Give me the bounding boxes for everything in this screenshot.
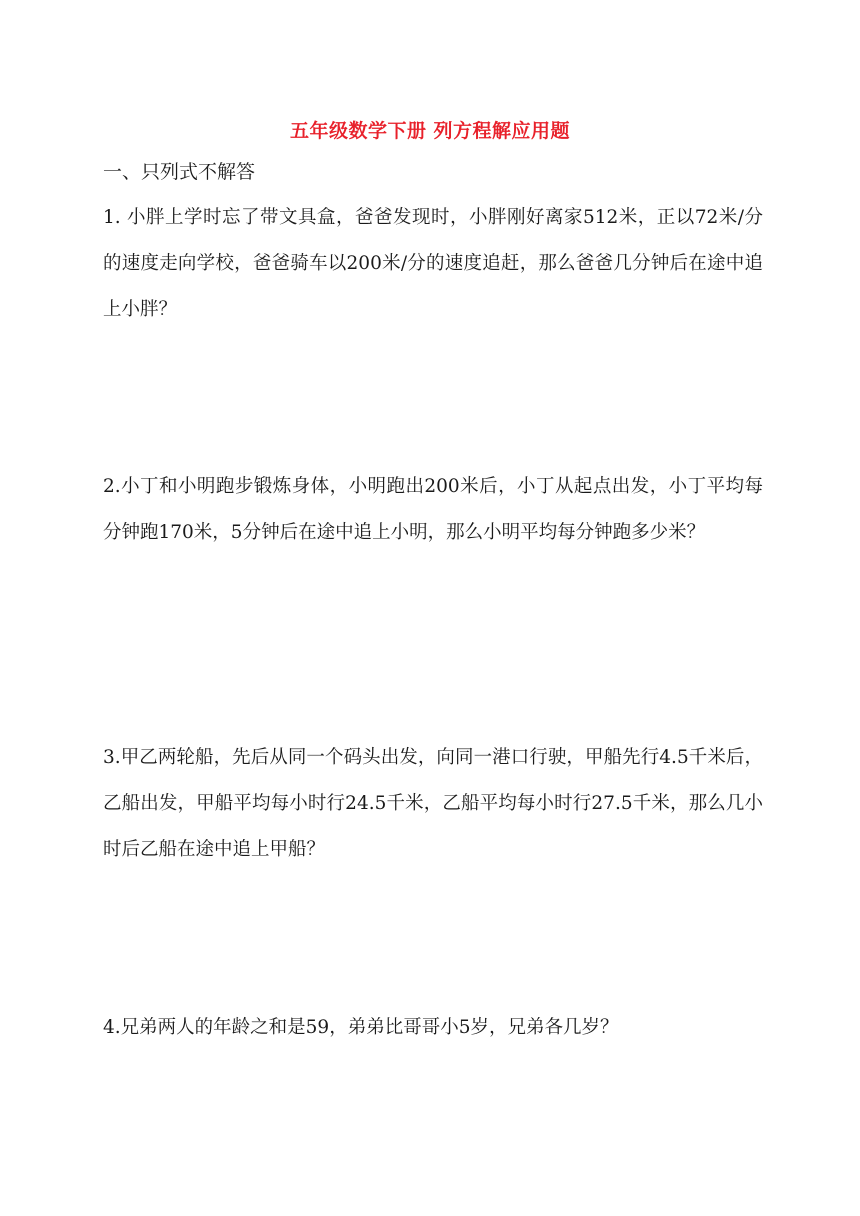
question-3: 3.甲乙两轮船，先后从同一个码头出发，向同一港口行驶，甲船先行4.5千米后，乙船出发，甲船平均每小时行24.5千米，乙船平均每小时行27.5千米，那么几小时后乙船在途中追上甲船？	[103, 747, 763, 860]
section-heading: 一、只列式不解答	[103, 161, 256, 183]
question-2: 2.小丁和小明跑步锻炼身体，小明跑出200米后，小丁从起点出发，小丁平均每分钟跑170米，5分钟后在途中追上小明，那么小明平均每分钟跑多少米？	[103, 476, 763, 543]
question-4: 4.兄弟两人的年龄之和是59，弟弟比哥哥小5岁，兄弟各几岁？	[103, 1017, 619, 1038]
question-1: 1. 小胖上学时忘了带文具盒，爸爸发现时，小胖刚好离家512米，正以72米/分的速度走向学校，爸爸骑车以200米/分的速度追赶，那么爸爸几分钟后在途中追上小胖？	[103, 207, 763, 320]
page-title: 五年级数学下册 列方程解应用题	[289, 120, 571, 142]
